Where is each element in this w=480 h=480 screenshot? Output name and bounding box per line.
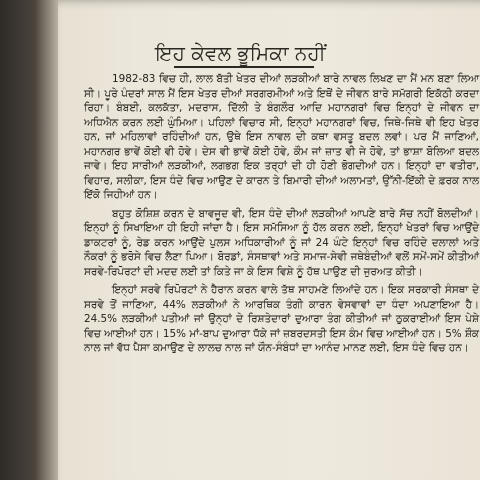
- heading-underline: [174, 66, 314, 68]
- paragraph-2: ਬਹੁਤ ਕੋਸ਼ਿਸ਼ ਕਰਨ ਦੇ ਬਾਵਜੂਦ ਵੀ, ਇਸ ਧੰਦੇ ਦੀਆਂ ਲੜਕੀਆਂ ਆਪਣੇ ਬਾਰੇ ਸੱਚ ਨਹੀਂ ਬੋਲਦੀਆਂ। ਇਨ੍ਹਾਂ ਨੂੰ ਸਿਖਾਇਆ ਹੀ ਇਹੀ ਜਾਂਦਾ ਹੈ। ਇਸ ਸਮੱਸਿਆ ਨੂੰ ਹੱਲ ਕਰਨ ਲਈ, ਇਨ੍ਹਾਂ ਖੇਤਰਾਂ ਵਿਚ ਆਉਂਦੇ ਡਾਕਟਰਾਂ ਨੂੰ, ਰੇਡ ਕਰਨ ਆਉਂਦੇ ਪੁਲਸ ਅਧਿਕਾਰੀਆਂ ਨੂੰ ਜਾਂ 24 ਘੰਟੇ ਇਨ੍ਹਾਂ ਵਿਚ ਰਹਿੰਦੇ ਦਲਾਲਾਂ ਅਤੇ ਨੌਕਰਾਂ ਨੂੰ ਭਰੋਸੇ ਵਿਚ ਲੈਣਾ ਪਿਆ। ਬੋਰਡਾਂ, ਸੰਸਥਾਵਾਂ ਅਤੇ ਸਮਾਜ-ਸੇਵੀ ਜਥੇਬੰਦੀਆਂ ਵਲੋਂ ਸਮੇਂ-ਸਮੇਂ ਕੀਤੀਆਂ ਸਰਵੇ-ਰਿਪੋਰਟਾਂ ਦੀ ਮਦਦ ਲਈ ਤਾਂ ਕਿਤੇ ਜਾ ਕੇ ਇਸ ਵਿਸ਼ੇ ਨੂੰ ਹੱਥ ਪਾਉਣ ਦੀ ਜੁਰਅਤ ਕੀਤੀ।: [84, 207, 479, 278]
- paragraph-1: 1982-83 ਵਿਚ ਹੀ, ਲਾਲ ਬੱਤੀ ਖੇਤਰ ਦੀਆਂ ਲੜਕੀਆਂ ਬਾਰੇ ਨਾਵਲ ਲਿਖਣ ਦਾ ਮੈਂ ਮਨ ਬਣਾ ਲਿਆ ਸੀ। ਪੂਰੇ ਪੰਦਰਾਂ ਸਾਲ ਮੈਂ ਇਸ ਖੇਤਰ ਦੀਆਂ ਸਰਗਰਮੀਆਂ ਅਤੇ ਇਥੋਂ ਦੇ ਜੀਵਨ ਬਾਰੇ ਸਮੱਗਰੀ ਇਕੱਠੀ ਕਰਦਾ ਰਿਹਾ। ਬੰਬਈ, ਕਲਕੱਤਾ, ਮਦਰਾਸ, ਦਿੱਲੀ ਤੇ ਬੰਗਲੌਰ ਆਦਿ ਮਹਾਨਗਰਾਂ ਵਿਚ ਇਨ੍ਹਾਂ ਦੇ ਜੀਵਨ ਦਾ ਅਧਿਐਨ ਕਰਨ ਲਈ ਘੁੰਮਿਆ। ਪਹਿਲਾਂ ਵਿਚਾਰ ਸੀ, ਇਨ੍ਹਾਂ ਮਹਾਨਗਰਾਂ ਵਿਚ, ਜਿਥੇ-ਜਿਥੇ ਵੀ ਇਹ ਖੇਤਰ ਹਨ, ਜਾਂ ਮਹਿਲਾਵਾਂ ਰਹਿੰਦੀਆਂ ਹਨ, ਉਥੇ ਇਸ ਨਾਵਲ ਦੀ ਕਥਾ ਵਸਤੂ ਬਦਲ ਲਵਾਂ। ਪਰ ਮੈਂ ਜਾਣਿਆਂ, ਮਹਾਨਗਰ ਭਾਵੇਂ ਕੋਈ ਵੀ ਹੋਵੇ। ਦੇਸ ਵੀ ਭਾਵੇਂ ਕੋਈ ਹੋਵੇ, ਕੌਮ ਜਾਂ ਜ਼ਾਤ ਵੀ ਜੇ ਹੋਵੇ, ਤਾਂ ਭਾਸ਼ਾ ਬੋਲਿਆ ਬਦਲ ਜਾਵੇ। ਇਹ ਸਾਰੀਆਂ ਲੜਕੀਆਂ, ਲਗਭਗ ਇਕ ਤਰ੍ਹਾਂ ਦੀ ਹੀ ਹੋਣੀ ਭੋਗਦੀਆਂ ਹਨ। ਇਨ੍ਹਾਂ ਦਾ ਵਤੀਰਾ, ਵਿਹਾਰ, ਸਲੀਕਾ, ਇਸ ਧੰਦੇ ਵਿਚ ਆਉਣ ਦੇ ਕਾਰਨ ਤੇ ਬਿਮਾਰੀ ਦੀਆਂ ਅਲਾਮਤਾਂ, ਉੱਨੀ-ਇੱਕੀ ਦੇ ਫ਼ਰਕ ਨਾਲ ਇੱਕੋ ਜਿਹੀਆਂ ਹਨ।: [84, 73, 479, 201]
- book-page: [58, 0, 480, 480]
- book-gutter: [0, 0, 58, 480]
- body-text: [84, 72, 479, 360]
- paragraph-3: ਇਨ੍ਹਾਂ ਸਰਵੇ ਰਿਪੋਰਟਾਂ ਨੇ ਹੈਰਾਨ ਕਰਨ ਵਾਲੇ ਤੱਥ ਸਾਹਮਣੇ ਲਿਆਂਦੇ ਹਨ। ਇਕ ਸਰਕਾਰੀ ਸੰਸਥਾ ਦੇ ਸਰਵੇ ਤੋਂ ਜਾਣਿਆ, 44% ਲੜਕੀਆਂ ਨੇ ਆਰਥਿਕ ਤੰਗੀ ਕਾਰਨ ਵੇਸਵਾਵਾਂ ਦਾ ਧੰਦਾ ਅਪਣਾਇਆ ਹੈ। 24.5% ਲੜਕੀਆਂ ਪਤੀਆਂ ਜਾਂ ਉਨ੍ਹਾਂ ਦੇ ਰਿਸ਼ਤੇਦਾਰਾਂ ਦੁਆਰਾ ਤੰਗ ਕੀਤੀਆਂ ਜਾਂ ਠੁਕਰਾਈਆਂ ਇਸ ਪੇਸ਼ੇ ਵਿਚ ਆਈਆਂ ਹਨ। 15% ਮਾਂ-ਬਾਪ ਦੁਆਰਾ ਧੱਕੇ ਜਾਂ ਜ਼ਬਰਦਸਤੀ ਇਸ ਕੰਮ ਵਿਚ ਆਈਆਂ ਹਨ। 5% ਸ਼ੌਕ ਨਾਲ ਜਾਂ ਵੱਧ ਪੈਸਾ ਕਮਾਉਣ ਦੇ ਲਾਲਚ ਨਾਲ ਜਾਂ ਯੌਨ-ਸੰਬੰਧਾਂ ਦਾ ਆਨੰਦ ਮਾਨਣ ਲਈ, ਇਸ ਧੰਦੇ ਵਿਚ ਹਨ।: [84, 284, 479, 354]
- chapter-heading: ਇਹ ਕੇਵਲ ਭੂਮਿਕਾ ਨਹੀਂ: [155, 41, 326, 65]
